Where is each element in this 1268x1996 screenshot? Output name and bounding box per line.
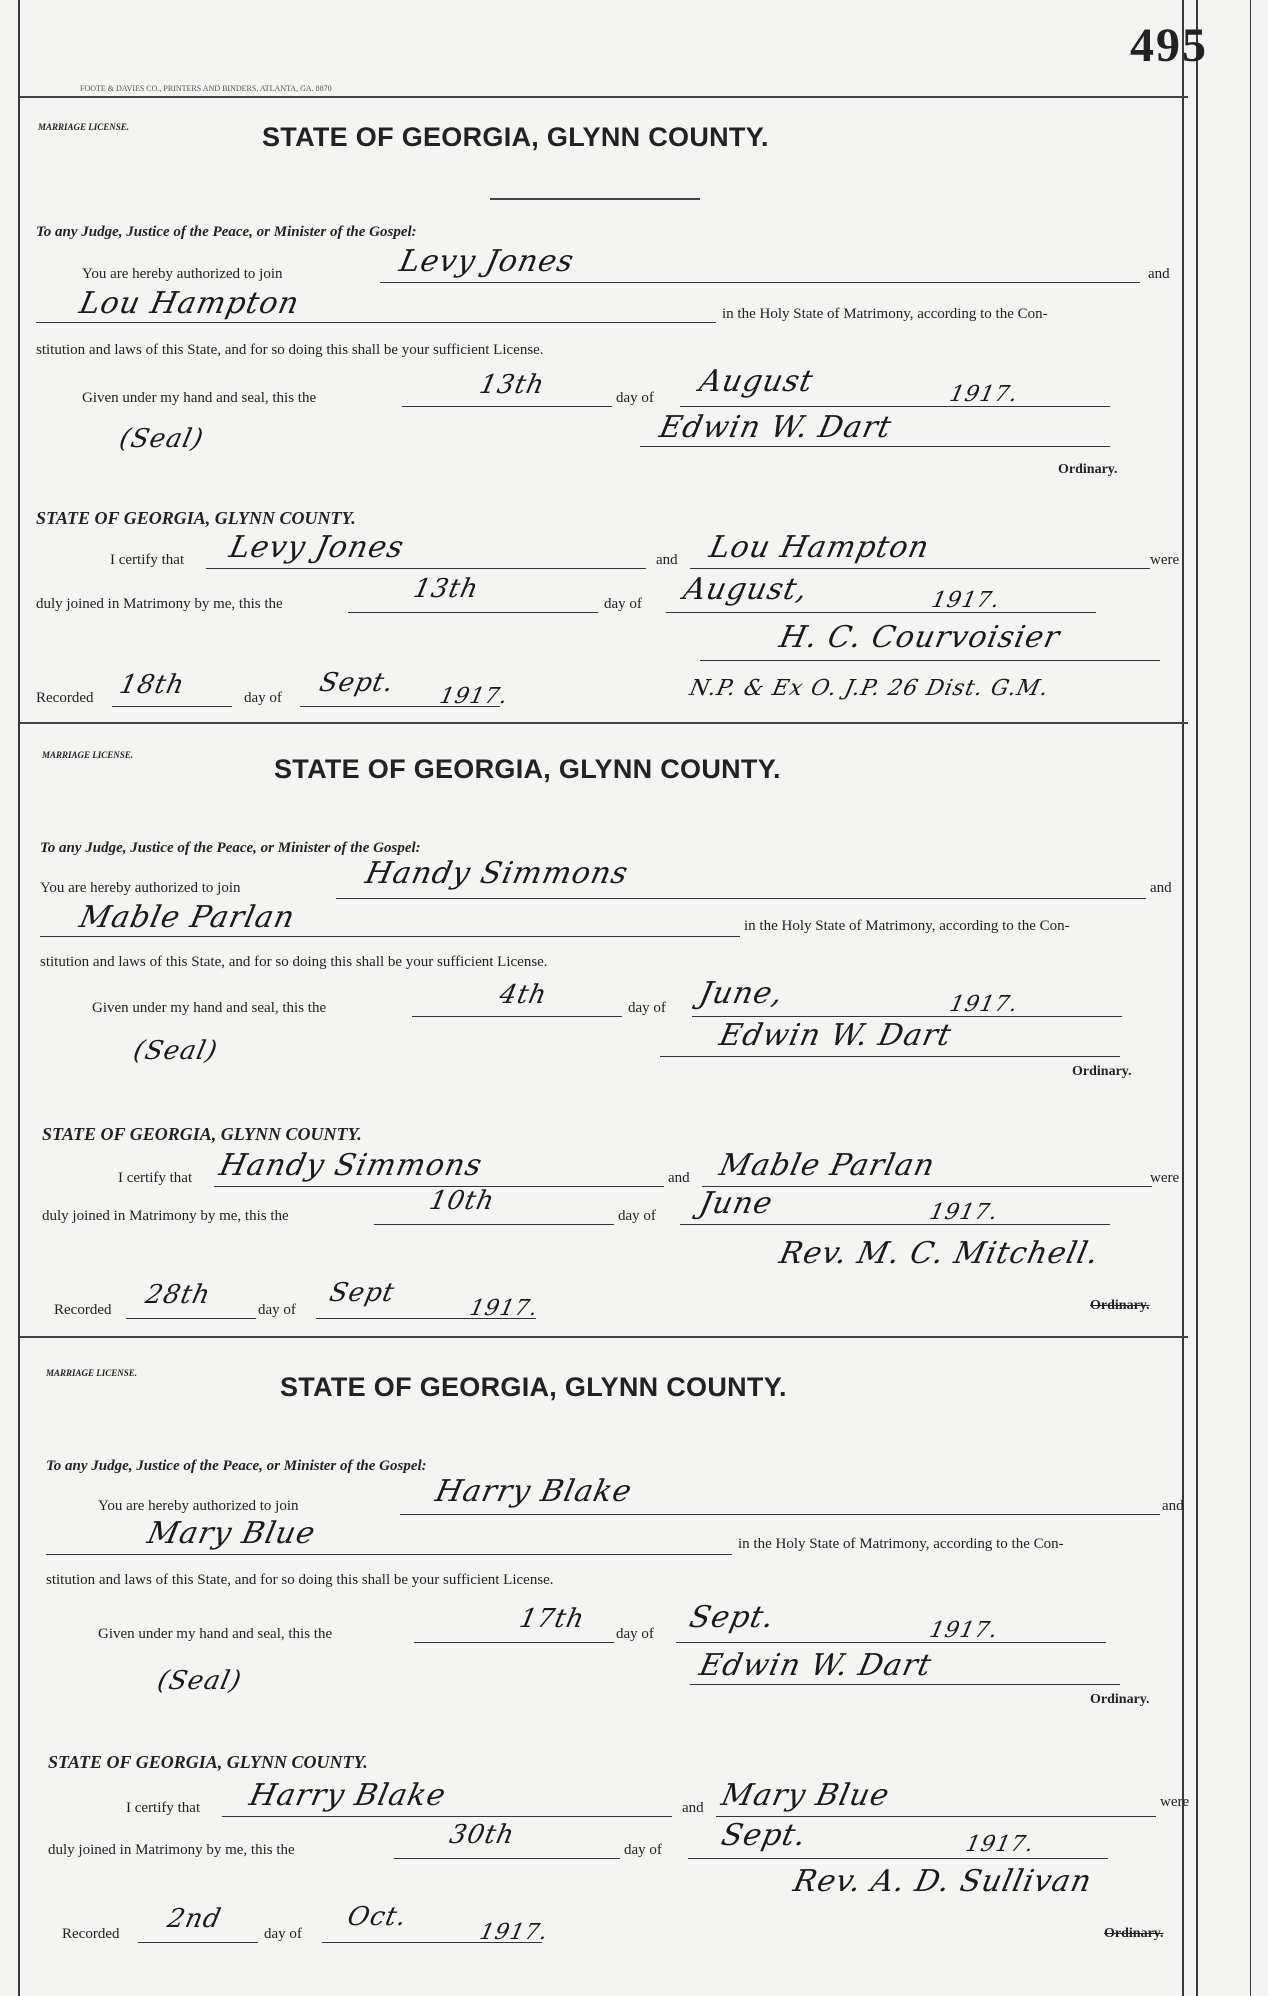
license-day: 13th [476,370,548,400]
license-year: 1917. [947,382,1021,407]
and-text: and [1162,1498,1184,1514]
married-month: August, [680,572,812,607]
cert-bride: Mary Blue [718,1778,893,1813]
license-month-blank [692,1016,1122,1017]
ordinary-struck: Ordinary. [1090,1298,1150,1313]
rec-day-of: day of [244,690,282,706]
married-day-blank [394,1858,620,1859]
given-text: Given under my hand and seal, this the [98,1626,333,1642]
bride-name: Lou Hampton [76,286,303,321]
page-number: 495 [1130,19,1208,72]
license-month-blank [676,1642,1106,1643]
officiant-title: N.P. & Ex O. J.P. 26 Dist. G.M. [687,676,1052,701]
license-label: MARRIAGE LICENSE. [42,750,134,760]
ordinary-signature: Edwin W. Dart [716,1018,955,1053]
rec-day: 2nd [164,1904,225,1934]
ordinary-blank [660,1056,1120,1057]
holy-state-text: in the Holy State of Matrimony, according to the Con- [738,1536,1064,1552]
married-month-blank [666,612,1096,613]
certify-text: I certify that [110,552,185,568]
duly-text: duly joined in Matrimony by me, this the [42,1208,289,1224]
rec-year: 1917. [437,684,511,709]
married-year: 1917. [929,588,1003,613]
authorized-text: You are hereby authorized to join [82,266,283,282]
married-day-blank [374,1224,614,1225]
married-year: 1917. [963,1832,1037,1857]
license-day-blank [414,1642,614,1643]
license-month: August [696,364,817,399]
license-month-blank [680,406,1110,407]
rec-year: 1917. [477,1920,551,1945]
left-margin-rule [18,0,20,1996]
given-text: Given under my hand and seal, this the [82,390,317,406]
groom-name: Handy Simmons [362,856,632,891]
groom-name: Levy Jones [396,244,578,279]
groom-blank [380,282,1140,283]
license-month: Sept. [686,1600,778,1635]
rec-day-blank [138,1942,258,1943]
certificate-heading: STATE OF GEORGIA, GLYNN COUNTY. [42,1124,362,1144]
married-day: 10th [426,1186,498,1216]
cert-and-text: and [668,1170,690,1186]
rec-year: 1917. [467,1296,541,1321]
rec-month: Oct. [344,1902,410,1932]
groom-blank [400,1514,1160,1515]
ordinary-struck: Ordinary. [1104,1926,1164,1941]
address-line: To any Judge, Justice of the Peace, or Minister of the Gospel: [40,840,421,856]
cert-day-of: day of [624,1842,662,1858]
certificate-heading: STATE OF GEORGIA, GLYNN COUNTY. [36,508,356,528]
constitution-text: stitution and laws of this State, and for so doing this shall be your sufficient License. [40,954,548,970]
bride-name: Mary Blue [144,1516,319,1551]
married-year: 1917. [927,1200,1001,1225]
cert-groom-blank [206,568,646,569]
groom-name: Harry Blake [432,1474,636,1509]
married-month-blank [688,1858,1108,1859]
rec-day: 28th [142,1280,214,1310]
cert-groom-blank [222,1816,672,1817]
seal-mark: (Seal) [116,424,207,454]
were-text: were [1150,552,1180,568]
title-rule [490,198,700,200]
duly-text: duly joined in Matrimony by me, this the [48,1842,295,1858]
cert-groom: Handy Simmons [216,1148,486,1183]
rec-day-of: day of [264,1926,302,1942]
cert-and-text: and [656,552,678,568]
cert-bride: Lou Hampton [706,530,933,565]
license-year: 1917. [947,992,1021,1017]
married-day-blank [348,612,598,613]
license-day-blank [412,1016,622,1017]
certify-text: I certify that [126,1800,201,1816]
holy-state-text: in the Holy State of Matrimony, according to the Con- [722,306,1048,322]
holy-state-text: in the Holy State of Matrimony, according to the Con- [744,918,1070,934]
seal-mark: (Seal) [130,1036,221,1066]
ordinary-label: Ordinary. [1058,462,1118,477]
cert-groom: Harry Blake [246,1778,450,1813]
certificate-heading: STATE OF GEORGIA, GLYNN COUNTY. [48,1752,368,1772]
separator-1 [20,722,1188,724]
license-month: June, [696,976,787,1011]
day-of-text: day of [616,1626,654,1642]
license-title: STATE OF GEORGIA, GLYNN COUNTY. [274,754,781,784]
day-of-text: day of [628,1000,666,1016]
authorized-text: You are hereby authorized to join [40,880,241,896]
cert-and-text: and [682,1800,704,1816]
certify-text: I certify that [118,1170,193,1186]
married-day: 30th [446,1820,518,1850]
were-text: were [1160,1794,1190,1810]
rec-day-blank [126,1318,256,1319]
ordinary-signature: Edwin W. Dart [656,410,895,445]
rec-month: Sept [326,1278,398,1308]
ordinary-label: Ordinary. [1090,1692,1150,1707]
officiant-signature: Rev. M. C. Mitchell. [776,1236,1103,1271]
recorded-text: Recorded [62,1926,120,1942]
license-day: 4th [496,980,550,1010]
groom-blank [336,898,1146,899]
separator-top [20,96,1188,98]
rec-day: 18th [116,670,188,700]
page-edge-rule [1250,0,1251,1996]
rec-day-of: day of [258,1302,296,1318]
license-year: 1917. [927,1618,1001,1643]
day-of-text: day of [616,390,654,406]
separator-2 [20,1336,1188,1338]
married-month: June [696,1186,777,1221]
constitution-text: stitution and laws of this State, and for so doing this shall be your sufficient License. [36,342,544,358]
cert-bride-blank [690,568,1150,569]
cert-groom: Levy Jones [226,530,408,565]
ordinary-label: Ordinary. [1072,1064,1132,1079]
address-line: To any Judge, Justice of the Peace, or Minister of the Gospel: [46,1458,427,1474]
address-line: To any Judge, Justice of the Peace, or Minister of the Gospel: [36,224,417,240]
officiant-blank [700,660,1160,661]
license-label: MARRIAGE LICENSE. [38,122,130,132]
cert-day-of: day of [604,596,642,612]
married-day: 13th [410,574,482,604]
constitution-text: stitution and laws of this State, and for so doing this shall be your sufficient License. [46,1572,554,1588]
married-month-blank [680,1224,1110,1225]
and-text: and [1150,880,1172,896]
printer-line: FOOTE & DAVIES CO., PRINTERS AND BINDERS, ATLANTA, GA. 8870 [80,84,332,93]
license-title: STATE OF GEORGIA, GLYNN COUNTY. [262,122,769,152]
seal-mark: (Seal) [154,1666,245,1696]
given-text: Given under my hand and seal, this the [92,1000,327,1016]
rec-day-blank [112,706,232,707]
ordinary-blank [690,1684,1120,1685]
license-day-blank [402,406,612,407]
duly-text: duly joined in Matrimony by me, this the [36,596,283,612]
right-margin-rule [1182,0,1184,1996]
married-month: Sept. [718,1818,810,1853]
authorized-text: You are hereby authorized to join [98,1498,299,1514]
ordinary-blank [640,446,1110,447]
officiant-signature: H. C. Courvoisier [776,620,1064,655]
bride-blank [36,322,716,323]
bride-name: Mable Parlan [76,900,299,935]
bride-blank [46,1554,732,1555]
bride-blank [40,936,740,937]
license-day: 17th [516,1604,588,1634]
cert-bride: Mable Parlan [716,1148,939,1183]
right-margin-rule-inner [1196,0,1198,1996]
license-label: MARRIAGE LICENSE. [46,1368,138,1378]
cert-day-of: day of [618,1208,656,1224]
recorded-text: Recorded [36,690,94,706]
officiant-signature: Rev. A. D. Sullivan [790,1864,1096,1899]
recorded-text: Recorded [54,1302,112,1318]
cert-bride-blank [716,1816,1156,1817]
were-text: were [1150,1170,1180,1186]
and-text: and [1148,266,1170,282]
ordinary-signature: Edwin W. Dart [696,1648,935,1683]
license-title: STATE OF GEORGIA, GLYNN COUNTY. [280,1372,787,1402]
rec-month: Sept. [316,668,397,698]
